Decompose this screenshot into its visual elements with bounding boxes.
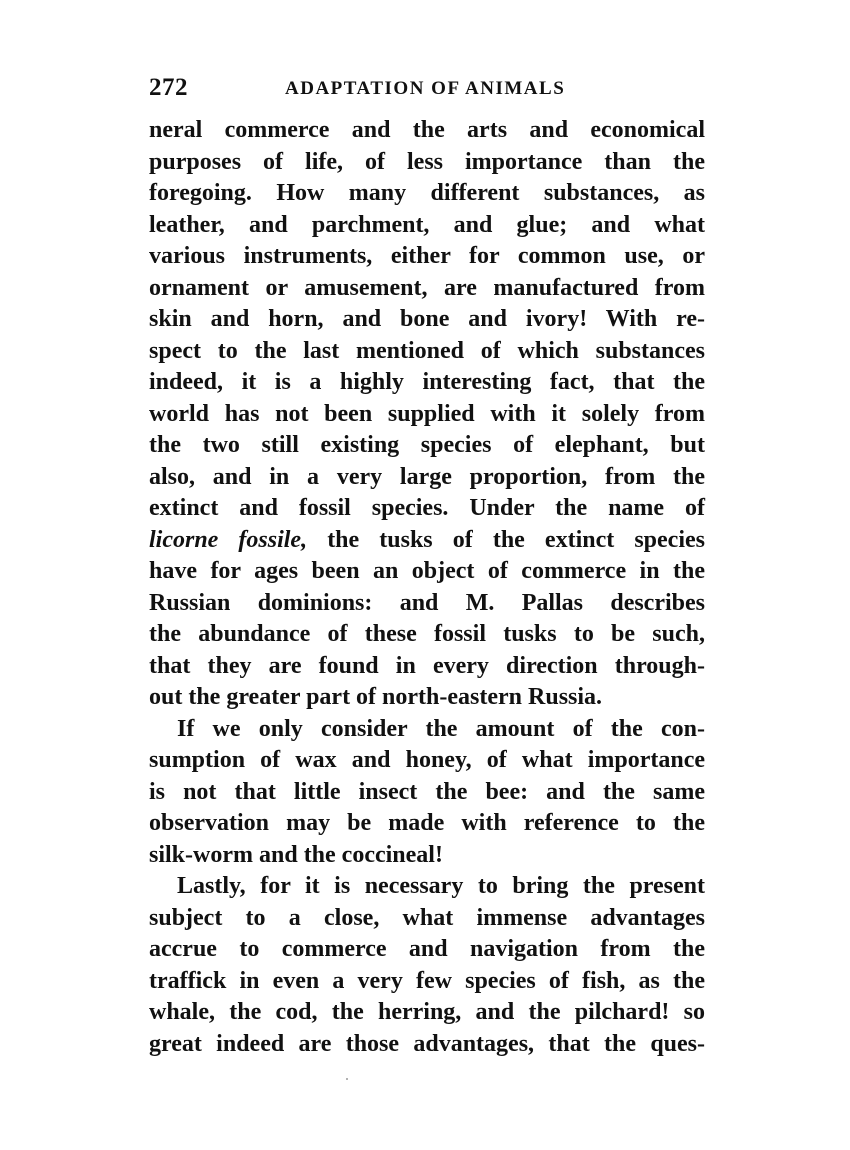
- text-line: If we only consider the amount of the con-: [177, 715, 705, 742]
- text-line: sumption of wax and honey, of what importance: [149, 747, 705, 773]
- text-line: great indeed are those advantages, that the ques-: [149, 1030, 705, 1057]
- text-line: that they are found in every direction through-: [149, 652, 705, 679]
- running-head: ADAPTATION OF ANIMALS: [285, 78, 566, 99]
- text-line: indeed, it is a highly interesting fact, that the: [149, 369, 705, 395]
- page-header: [149, 70, 705, 106]
- text-line: also, and in a very large proportion, from the: [149, 463, 705, 490]
- text-line: is not that little insect the bee: and the same: [149, 778, 705, 805]
- text-line: out the greater part of north-eastern Russia.: [149, 684, 603, 710]
- text-line-rest: the tusks of the extinct species: [307, 526, 705, 553]
- text-line: whale, the cod, the herring, and the pilchard! so: [149, 999, 705, 1025]
- text-line: extinct and fossil species. Under the name of: [149, 495, 705, 521]
- text-line: subject to a close, what immense advantages: [149, 904, 705, 931]
- text-line: ornament or amusement, are manufactured from: [149, 274, 705, 301]
- text-line: [149, 525, 705, 557]
- text-line: skin and horn, and bone and ivory! With re-: [149, 306, 705, 332]
- italic-term: licorne fossile,: [149, 526, 308, 553]
- text-line: observation may be made with reference to the: [149, 810, 705, 836]
- text-line: spect to the last mentioned of which substances: [149, 337, 705, 364]
- text-line: the two still existing species of elephant, but: [149, 432, 705, 458]
- text-line: various instruments, either for common use, or: [149, 243, 705, 269]
- paragraph: [149, 714, 705, 872]
- text-line: silk-worm and the coccineal!: [149, 841, 443, 868]
- text-line: purposes of life, of less importance than the: [149, 148, 705, 175]
- text-line: traffick in even a very few species of fish, as the: [149, 967, 705, 994]
- text-line: foregoing. How many different substances, as: [149, 180, 705, 206]
- text-line: Lastly, for it is necessary to bring the present: [177, 873, 705, 899]
- print-speck: [346, 1078, 348, 1080]
- text-line: neral commerce and the arts and economical: [149, 117, 705, 143]
- text-line: the abundance of these fossil tusks to be such,: [149, 621, 705, 647]
- text-line: world has not been supplied with it solely from: [149, 400, 705, 427]
- body-text: [149, 115, 705, 1060]
- paragraph: [149, 871, 705, 1060]
- text-line: have for ages been an object of commerce in the: [149, 558, 705, 584]
- paragraph: [149, 115, 705, 714]
- text-line: leather, and parchment, and glue; and what: [149, 211, 705, 238]
- text-line: Russian dominions: and M. Pallas describes: [149, 589, 705, 616]
- text-line: accrue to commerce and navigation from the: [149, 936, 705, 962]
- page-number: 272: [149, 74, 188, 101]
